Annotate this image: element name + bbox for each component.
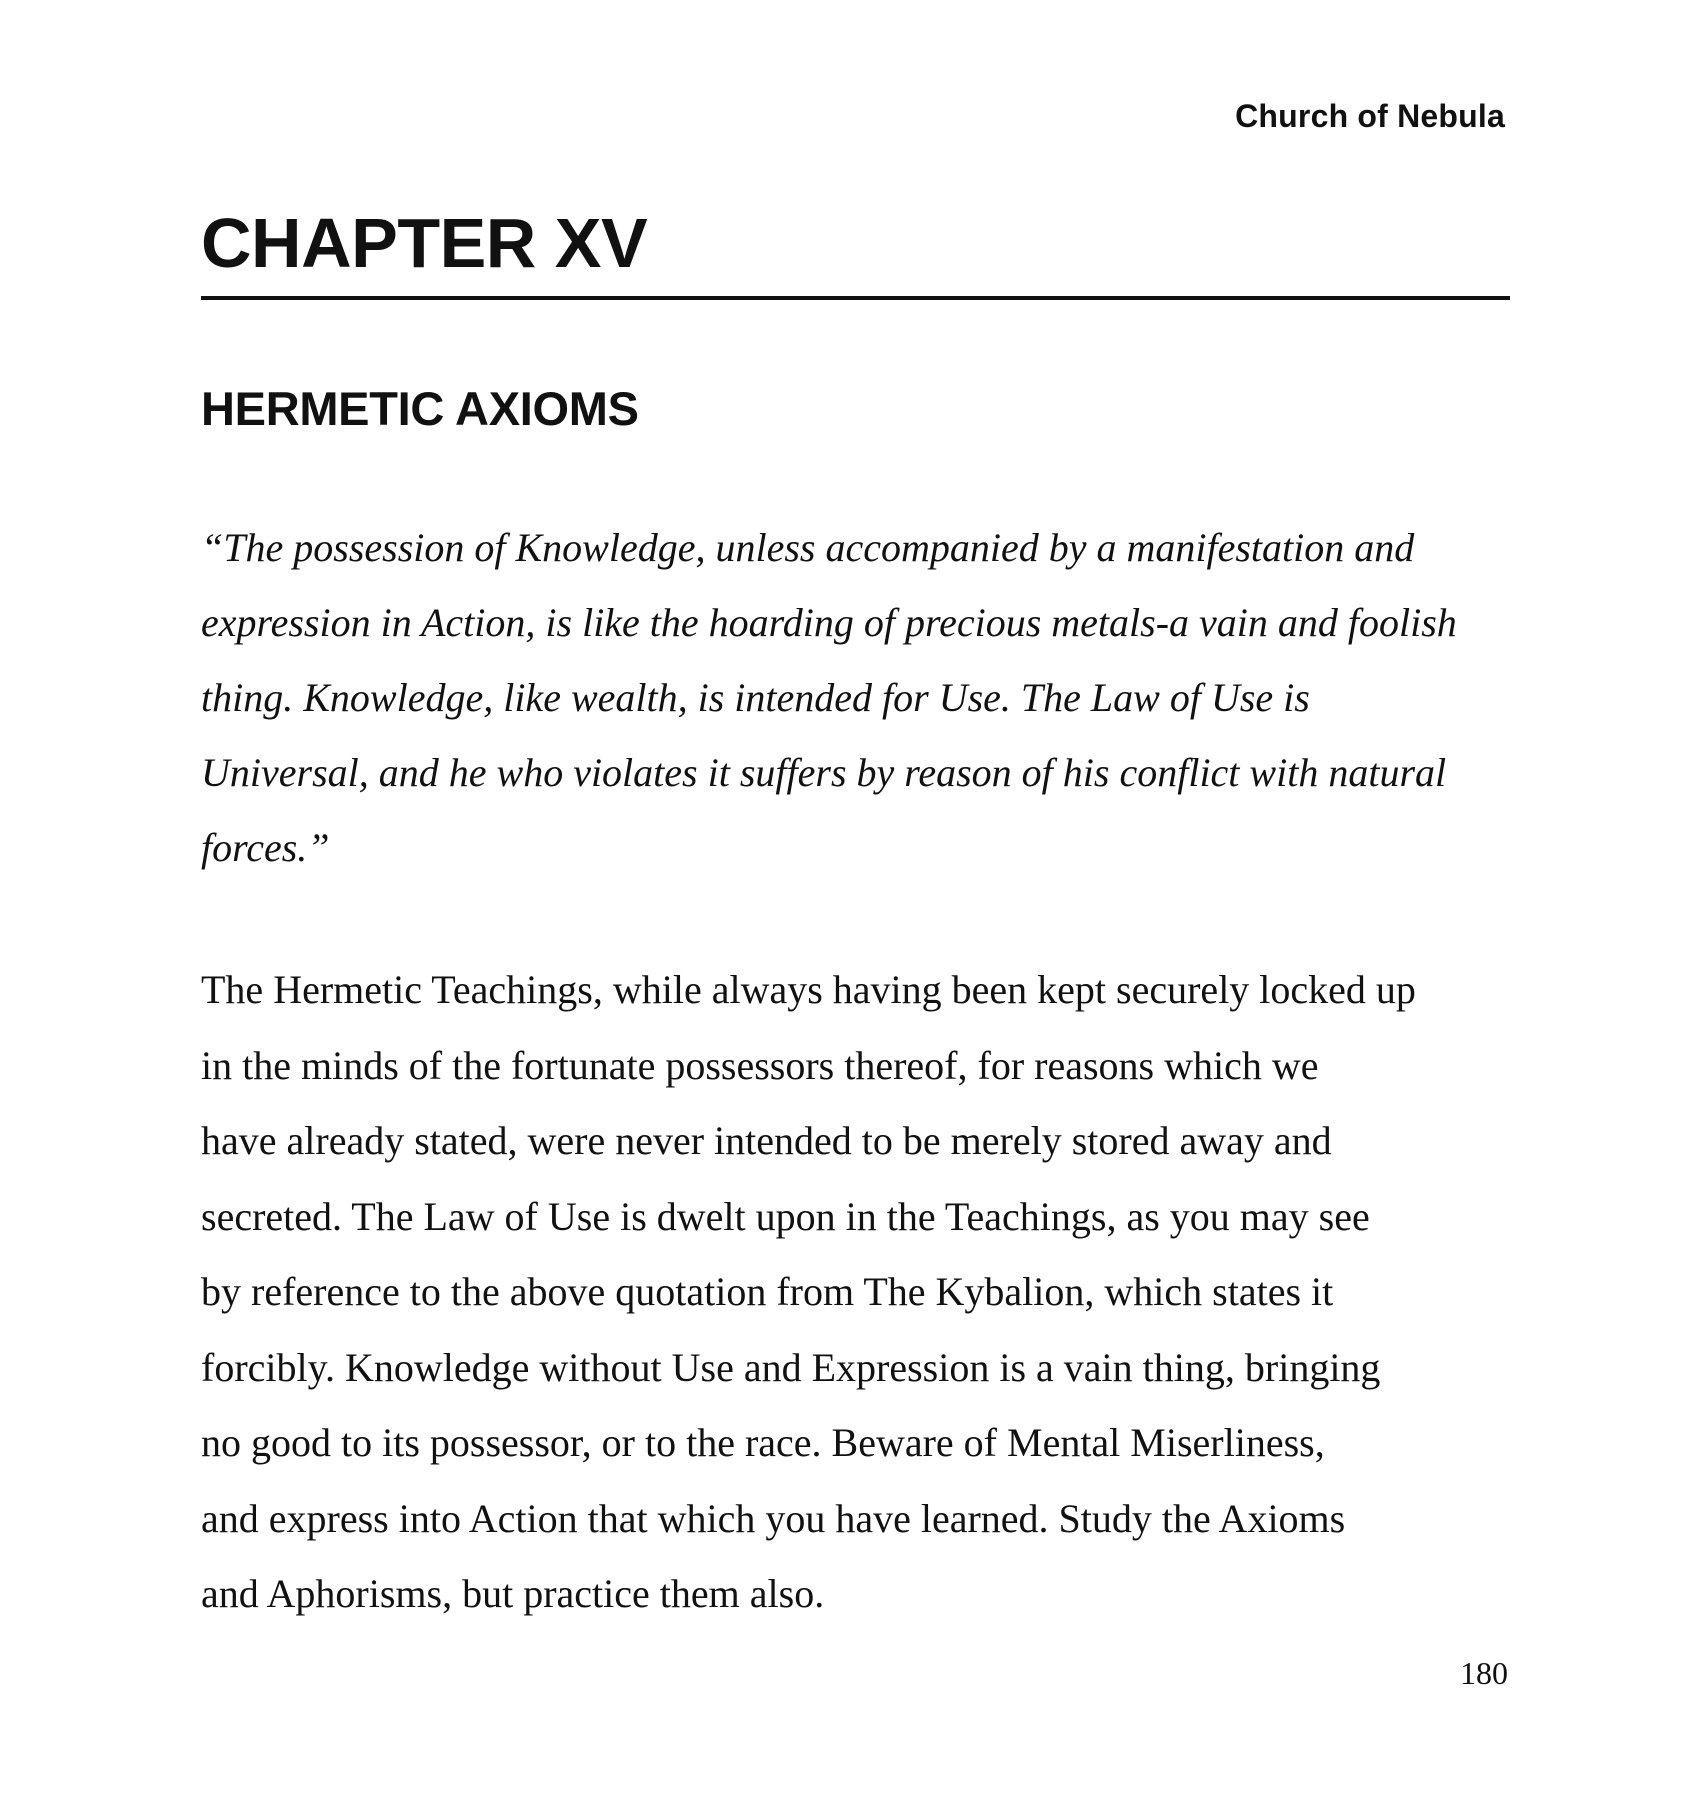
body-line: The Hermetic Teachings, while always having been kept securely locked up: [201, 967, 1416, 1012]
epigraph-quote: [201, 510, 1501, 885]
body-line: forcibly. Knowledge without Use and Expression is a vain thing, bringing: [201, 1344, 1381, 1390]
epigraph-line: forces.”: [201, 825, 330, 870]
section-title: HERMETIC AXIOMS: [201, 382, 639, 435]
body-line: and express into Action that which you have learned. Study the Axioms: [201, 1495, 1346, 1541]
body-line: in the minds of the fortunate possessors thereof, for reasons which we: [201, 1042, 1319, 1088]
epigraph-line: Universal, and he who violates it suffers by reason of his conflict with natural: [201, 750, 1447, 795]
body-line: and Aphorisms, but practice them also.: [201, 1571, 825, 1616]
body-line: have already stated, were never intended to be merely stored away and: [201, 1118, 1332, 1163]
page-number: 180: [1460, 1655, 1508, 1691]
body-paragraph: [201, 952, 1511, 1632]
running-header: Church of Nebula: [1235, 98, 1505, 134]
epigraph-line: expression in Action, is like the hoarding of precious metals-a vain and foolish: [201, 600, 1457, 645]
epigraph-line: thing. Knowledge, like wealth, is intended for Use. The Law of Use is: [201, 675, 1310, 720]
chapter-title: CHAPTER XV: [201, 204, 648, 282]
body-line: secreted. The Law of Use is dwelt upon in the Teachings, as you may see: [201, 1193, 1370, 1239]
body-line: no good to its possessor, or to the race. Beware of Mental Miserliness,: [201, 1420, 1325, 1465]
chapter-divider: [201, 296, 1510, 300]
body-line: by reference to the above quotation from The Kybalion, which states it: [201, 1269, 1334, 1314]
epigraph-line: “The possession of Knowledge, unless accompanied by a manifestation and: [201, 525, 1415, 570]
